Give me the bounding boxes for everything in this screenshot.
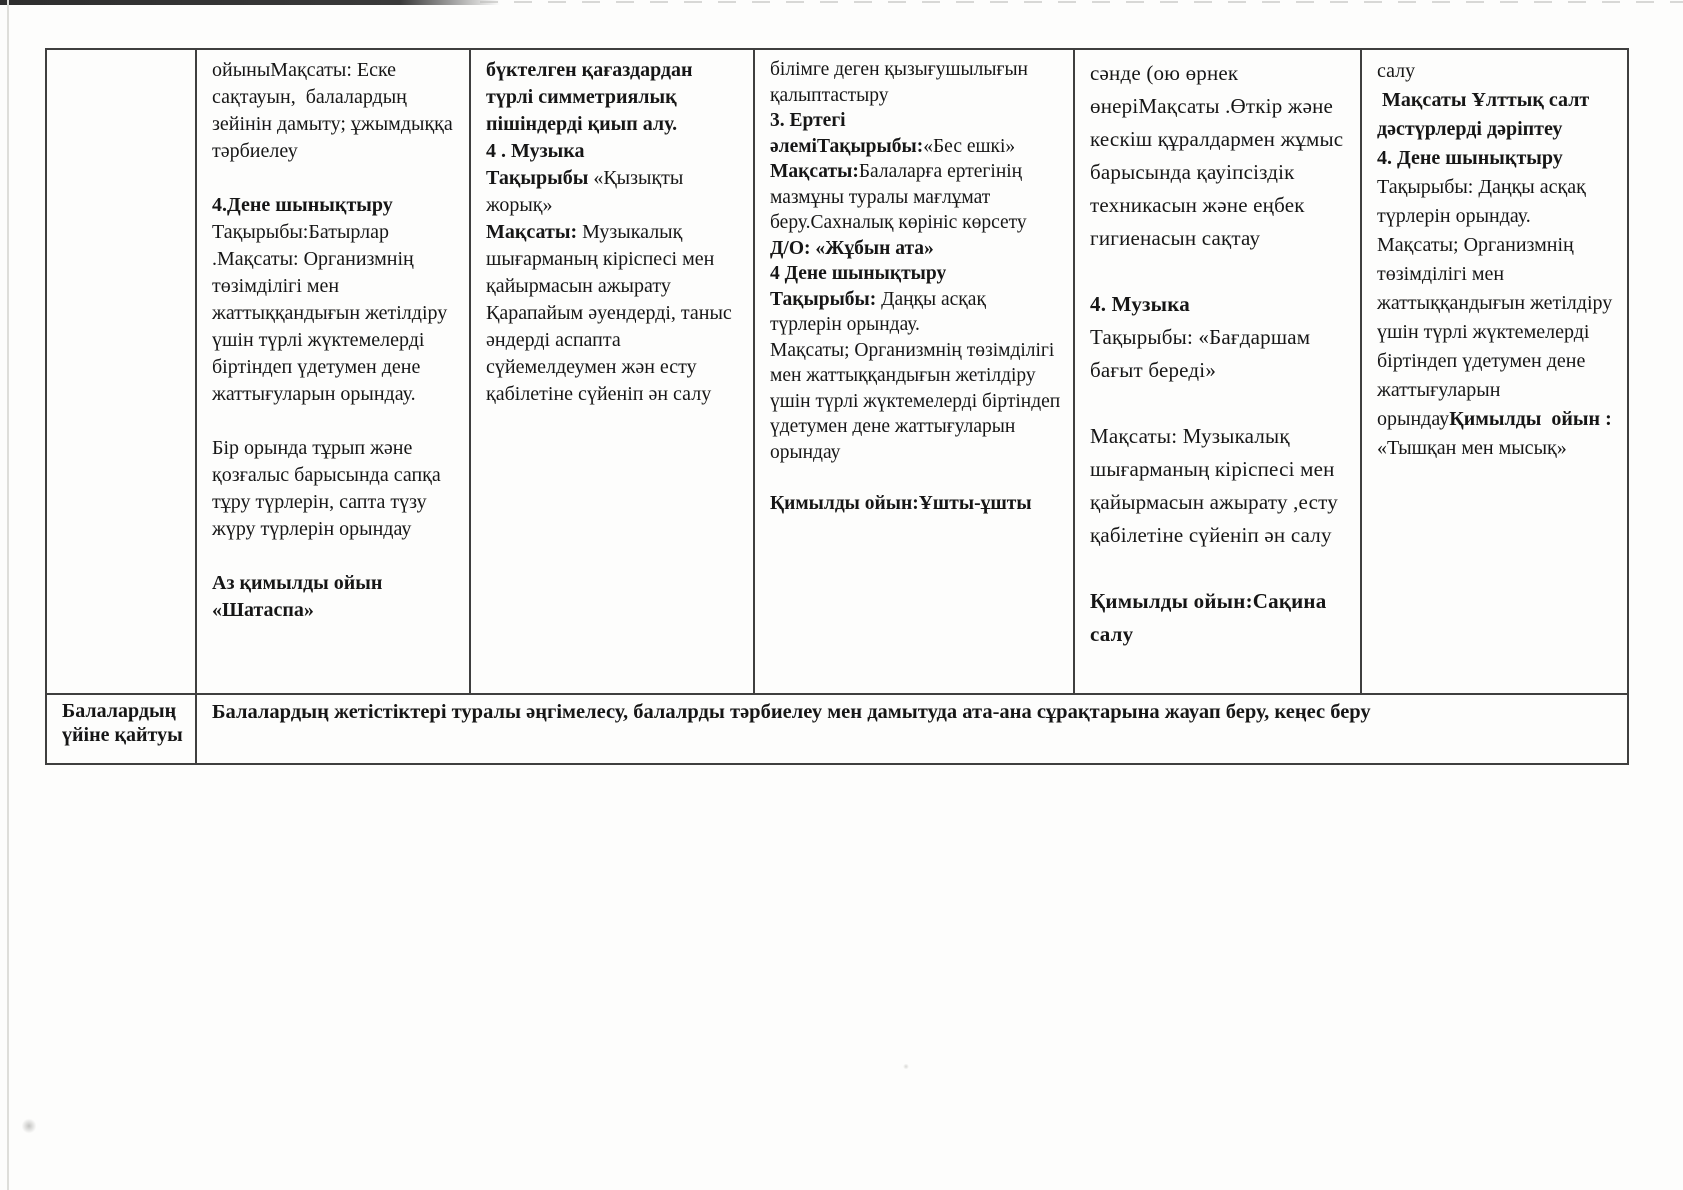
plan-cell-empty — [47, 50, 197, 695]
scan-speck-artifact — [903, 1064, 909, 1069]
footer-row-label: Балалардың үйіне қайтуы — [47, 695, 197, 765]
plan-cell-day-tuesday: бүктелген қағаздардан түрлі симметриялық пішіндерді қиып алу. 4 . Музыка Тақырыбы «Қызықты жорық» Мақсаты: Музыкалық шығарманың кіріспесі мен қайырмасын ажырату Қарапайым әуендерді, таныс әндерді аспапта сүйемелдеумен жән есту қабілетіне сүйеніп ән салу — [471, 50, 755, 695]
plan-cell-day-thursday: сәнде (ою өрнек өнеріМақсаты .Өткір және кескіш құралдармен жұмыс барысында қауіпсіздік техникасын және еңбек гигиенасын сақтау 4. Музыка Тақырыбы: «Бағдаршам бағыт береді» Мақсаты: Музыкалық шығарманың кіріспесі мен қайырмасын ажырату ,есту қабілетіне сүйеніп ән салу Қимылды ойын:Сақина салу — [1075, 50, 1362, 695]
plan-cell-day-wednesday: білімге деген қызығушылығын қалыптастыру 3. Ертегі әлеміТақырыбы:«Бес ешкі» Мақсаты:Балаларға ертегінің мазмұны туралы мағлұмат беру.Сахналық көрініс көрсету Д/О: «Жұбын ата» 4 Дене шынықтыру Тақырыбы: Даңқы асқақ түрлерін орындау. Мақсаты; Организмнің төзімділігі мен жаттыққандығын жетілдіру үшін түрлі жүктемелерді біртіндеп үдетумен дене жаттығуларын орындау Қимылды ойын:Ұшты-ұшты — [755, 50, 1075, 695]
lesson-plan-table — [45, 48, 1629, 765]
plan-cell-day-monday: ойыныМақсаты: Еске сақтауын, балалардың зейінін дамыту; ұжымдыққа тәрбиелеу 4.Дене шынықтыру Тақырыбы:Батырлар .Мақсаты: Организмнің төзімділігі мен жаттыққандығын жетілдіру үшін түрлі жүктемелерді біртіндеп үдетумен дене жаттығуларын орындау. Бір орында тұрып және қозғалыс барысында сапқа тұру түрлерін, сапта түзу жүру түрлерін орындау Аз қимылды ойын «Шатаспа» — [197, 50, 471, 695]
footer-row-content: Балалардың жетістіктері туралы әңгімелесу, балалрды тәрбиелеу мен дамытуда ата-ана сұрақтарына жауап беру, кеңес беру — [212, 701, 1371, 723]
scan-top-edge-faint-artifact — [480, 1, 1683, 3]
plan-cell-day-friday: салу Мақсаты Ұлттық салт дәстүрлерді дәріптеу 4. Дене шынықтыру Тақырыбы: Даңқы асқақ түрлерін орындау. Мақсаты; Организмнің төзімділігі мен жаттыққандығын жетілдіру үшін түрлі жүктемелерді біртіндеп үдетумен дене жаттығуларын орындауҚимылды ойын : «Тышқан мен мысық» — [1362, 50, 1627, 695]
scan-left-edge-artifact — [7, 0, 9, 1190]
scan-smudge-artifact — [22, 1118, 36, 1134]
scan-top-edge-artifact — [0, 0, 500, 5]
